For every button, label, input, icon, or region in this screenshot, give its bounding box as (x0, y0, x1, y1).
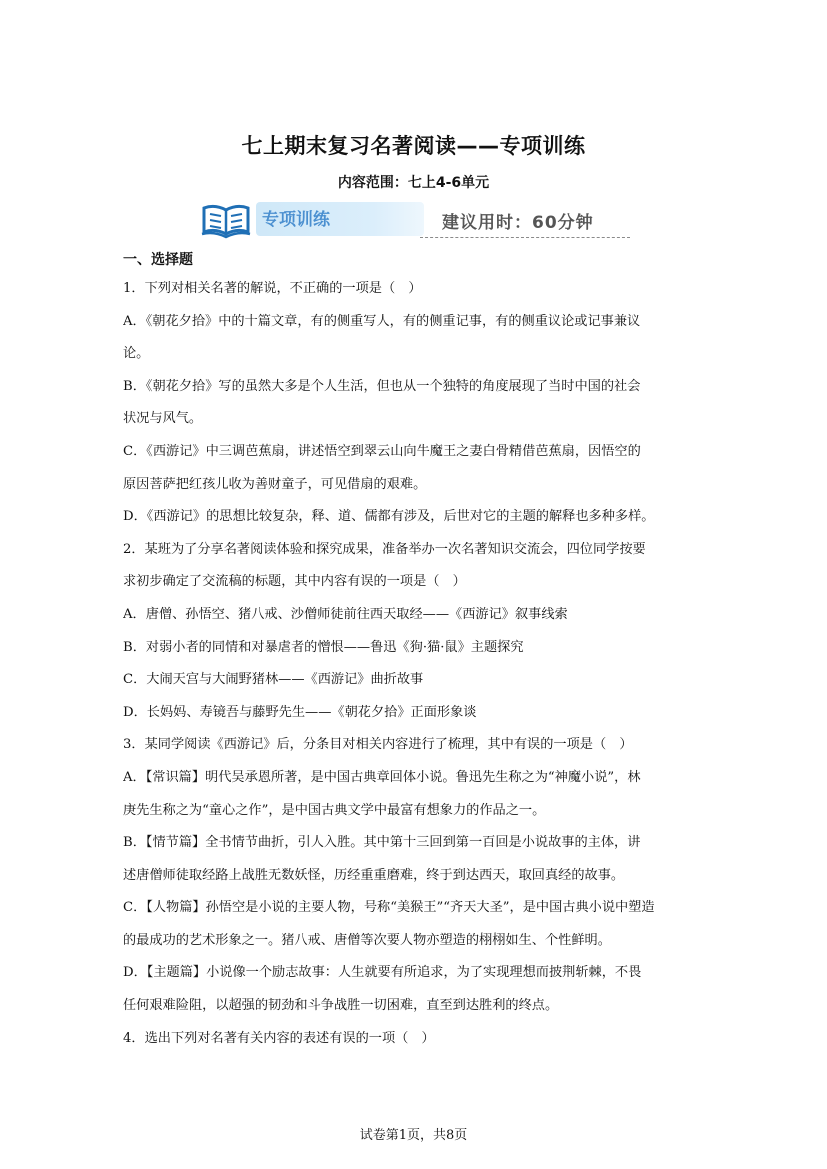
question-line: 庚先生称之为“童心之作”，是中国古典文学中最富有想象力的作品之一。 (123, 802, 546, 818)
question-line: 的最成功的艺术形象之一。猪八戒、唐僧等次要人物亦塑造的栩栩如生、个性鲜明。 (123, 932, 611, 948)
dashed-divider (420, 237, 630, 238)
page-footer: 试卷第1页，共8页 (359, 1128, 468, 1143)
question-line: C．【人物篇】孙悟空是小说的主要人物，号称“美猴王”“齐天大圣”，是中国古典小说中塑造 (123, 900, 655, 916)
question-line: 论。 (123, 346, 150, 362)
question-line: D．【主题篇】小说像一个励志故事：人生就要有所追求，为了实现理想而披荆斩棘，不畏 (123, 965, 642, 981)
question-content (123, 278, 708, 1060)
question-line: A．《朝花夕拾》中的十篇文章，有的侧重写人，有的侧重记事，有的侧重议论或记事兼议 (123, 313, 641, 329)
page-title: 七上期末复习名著阅读——专项训练 (241, 134, 586, 158)
question-line: B．【情节篇】全书情节曲折，引人入胜。其中第十三回到第一百回是小说故事的主体，讲 (123, 835, 641, 851)
book-icon (200, 200, 252, 240)
question-line: 状况与风气。 (123, 411, 203, 427)
practice-label-box (256, 202, 424, 236)
question-line: 任何艰难险阻，以超强的韧劲和斗争战胜一切困难，直至到达胜利的终点。 (123, 998, 559, 1014)
practice-banner (198, 200, 630, 240)
question-line: A．【常识篇】明代吴承恩所著，是中国古典章回体小说。鲁迅先生称之为“神魔小说”，林 (123, 769, 641, 785)
question-line: 述唐僧师徒取经路上战胜无数妖怪，历经重重磨难，终于到达西天，取回真经的故事。 (123, 867, 625, 883)
question-line: A．唐僧、孙悟空、猪八戒、沙僧师徒前往西天取经——《西游记》叙事线索 (123, 606, 568, 622)
question-line: 1．下列对相关名著的解说，不正确的一项是（ ） (123, 281, 422, 296)
suggested-time: 建议用时：60分钟 (442, 213, 594, 233)
question-line: 2．某班为了分享名著阅读体验和探究成果，准备举办一次名著知识交流会，四位同学按要 (123, 541, 646, 557)
content-scope: 内容范围：七上4-6单元 (337, 175, 490, 191)
question-line: B．《朝花夕拾》写的虽然大多是个人生活，但也从一个独特的角度展现了当时中国的社会 (123, 378, 641, 394)
practice-label: 专项训练 (262, 210, 330, 230)
question-line: C．大闹天宫与大闹野猪林——《西游记》曲折故事 (123, 672, 424, 688)
question-line: 3．某同学阅读《西游记》后，分条目对相关内容进行了梳理，其中有误的一项是（ ） (123, 737, 633, 753)
question-line: B．对弱小者的同情和对暴虐者的憎恨——鲁迅《狗·猫·鼠》主题探究 (123, 639, 524, 655)
question-line: D．长妈妈、寿镜吾与藤野先生——《朝花夕拾》正面形象谈 (123, 704, 477, 720)
question-line: 原因菩萨把红孩儿收为善财童子，可见借扇的艰难。 (123, 476, 427, 492)
section-heading: 一、选择题 (123, 252, 193, 268)
question-line: 求初步确定了交流稿的标题，其中内容有误的一项是（ ） (123, 574, 466, 590)
question-line: C．《西游记》中三调芭蕉扇，讲述悟空到翠云山向牛魔王之妻白骨精借芭蕉扇，因悟空的 (123, 443, 641, 459)
question-line: D．《西游记》的思想比较复杂，释、道、儒都有涉及，后世对它的主题的解释也多种多样。 (123, 509, 655, 525)
question-line: 4．选出下列对名著有关内容的表述有误的一项（ ） (123, 1030, 435, 1046)
